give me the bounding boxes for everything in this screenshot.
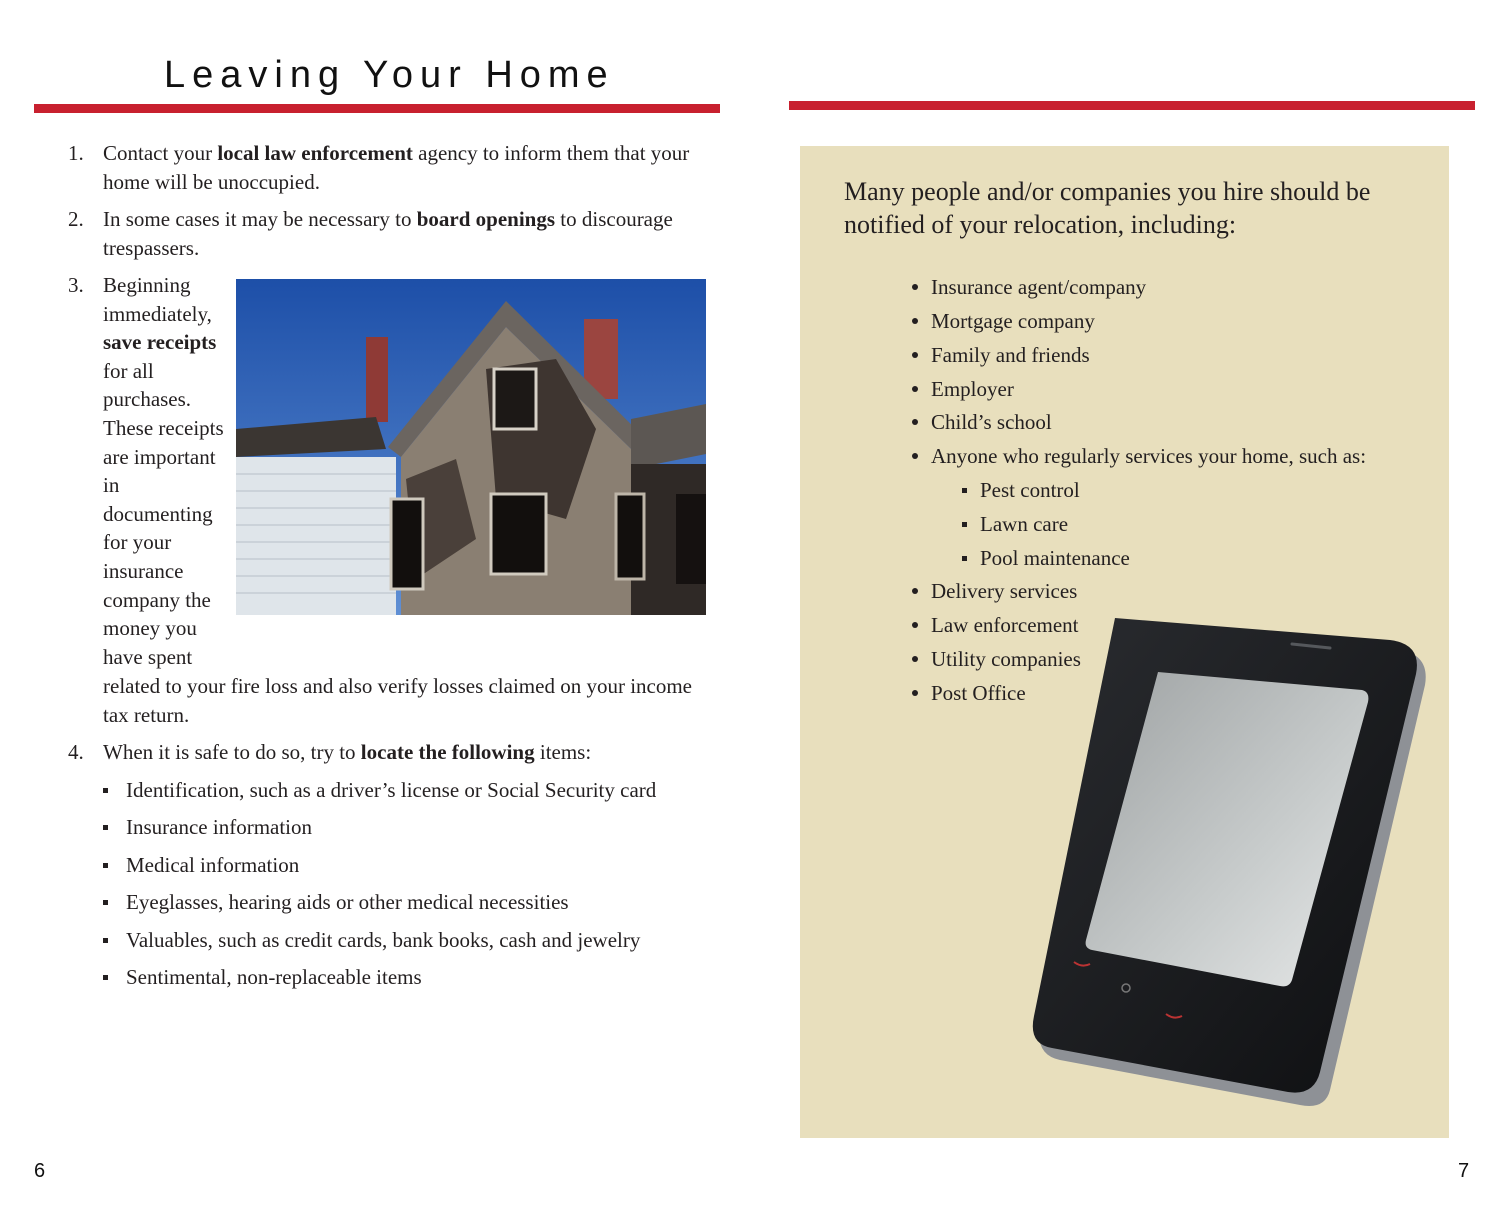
square-bullet-icon	[103, 938, 108, 943]
panel-sub-item	[962, 476, 1080, 504]
panel-list-item	[912, 577, 1077, 605]
bullet-icon	[912, 284, 918, 290]
sub-list-item	[103, 776, 656, 804]
list-number: 2.	[68, 207, 84, 231]
item-bold-text: locate the following	[360, 740, 535, 764]
bullet-icon	[912, 690, 918, 696]
item-bold-text: local law enforcement	[217, 141, 413, 165]
title-rule-left	[34, 104, 720, 113]
panel-item-text: Utility companies	[931, 647, 1081, 671]
square-bullet-icon	[103, 975, 108, 980]
sub-item-text: Sentimental, non-replaceable items	[126, 965, 422, 989]
panel-sub-item	[962, 544, 1130, 572]
panel-item-text: Employer	[931, 377, 1014, 401]
bullet-icon	[912, 622, 918, 628]
panel-list-item	[912, 408, 1052, 436]
square-bullet-icon	[962, 488, 967, 493]
list-number: 3.	[68, 273, 84, 297]
panel-sub-item-text: Pool maintenance	[980, 546, 1130, 570]
square-bullet-icon	[103, 863, 108, 868]
list-item-3-continued: related to your fire loss and also verify losses claimed on your income tax return.	[103, 674, 693, 727]
list-item-3	[103, 271, 233, 671]
list-number: 4.	[68, 740, 84, 764]
bullet-icon	[912, 588, 918, 594]
square-bullet-icon	[962, 556, 967, 561]
panel-item-text: Delivery services	[931, 579, 1078, 603]
panel-list-item	[912, 273, 1146, 301]
square-bullet-icon	[103, 900, 108, 905]
panel-item-text: Family and friends	[931, 343, 1090, 367]
bullet-icon	[912, 656, 918, 662]
bullet-icon	[912, 386, 918, 392]
bullet-icon	[912, 352, 918, 358]
panel-list-item	[912, 679, 1026, 707]
title-rule-right	[789, 101, 1475, 110]
page-title: Leaving Your Home	[164, 54, 615, 96]
panel-sub-item	[962, 510, 1068, 538]
panel-list-item	[912, 375, 1014, 403]
item-text: for all purchases. These receipts are important in documenting for your insurance company the money you have spent	[103, 358, 224, 669]
panel-item-text: Insurance agent/company	[931, 275, 1147, 299]
panel-list-item	[912, 307, 1095, 335]
item-text: agency to inform them that your home will be unoccupied.	[103, 141, 690, 194]
panel-sub-item-text: Pest control	[980, 478, 1080, 502]
bullet-icon	[912, 318, 918, 324]
bullet-icon	[912, 453, 918, 459]
bullet-icon	[912, 419, 918, 425]
sub-list-item	[103, 963, 422, 991]
item-bold-text: board openings	[416, 207, 556, 231]
panel-sub-item-text: Lawn care	[980, 512, 1069, 536]
square-bullet-icon	[103, 825, 108, 830]
panel-item-text: Mortgage company	[931, 309, 1095, 333]
item-text: In some cases it may be necessary to	[103, 207, 417, 231]
item-text: items:	[534, 740, 592, 764]
page-number-left: 6	[34, 1160, 46, 1182]
fire-damaged-house-photo	[236, 279, 706, 615]
square-bullet-icon	[103, 788, 108, 793]
sub-list-item	[103, 926, 640, 954]
panel-item-text: Child’s school	[931, 410, 1052, 434]
sub-list-item	[103, 813, 312, 841]
item-text: When it is safe to do so, try to	[103, 740, 361, 764]
sub-item-text: Insurance information	[126, 815, 313, 839]
sub-item-text: Identification, such as a driver’s license or Social Security card	[126, 778, 657, 802]
item-text: to discourage trespassers.	[103, 207, 673, 260]
sub-item-text: Medical information	[126, 853, 300, 877]
item-text: Beginning immediately,	[103, 273, 212, 326]
sub-list-item	[103, 888, 569, 916]
panel-list-item	[912, 442, 1366, 470]
page-number-right: 7	[1458, 1160, 1470, 1182]
panel-list-item	[912, 341, 1090, 369]
item-bold-text: save receipts	[103, 330, 217, 355]
panel-intro: Many people and/or companies you hire should be notified of your relocation, including:	[844, 177, 1371, 239]
smartphone-photo	[1030, 610, 1440, 1110]
panel-item-text: Anyone who regularly services your home, such as:	[931, 444, 1367, 468]
list-number: 1.	[68, 141, 84, 165]
sub-item-text: Valuables, such as credit cards, bank books, cash and jewelry	[126, 928, 641, 952]
item-text: Contact your	[103, 141, 218, 165]
panel-item-text: Post Office	[931, 681, 1026, 705]
sub-list-item	[103, 851, 299, 879]
sub-item-text: Eyeglasses, hearing aids or other medical necessities	[126, 890, 569, 914]
panel-item-text: Law enforcement	[931, 613, 1079, 637]
square-bullet-icon	[962, 522, 967, 527]
